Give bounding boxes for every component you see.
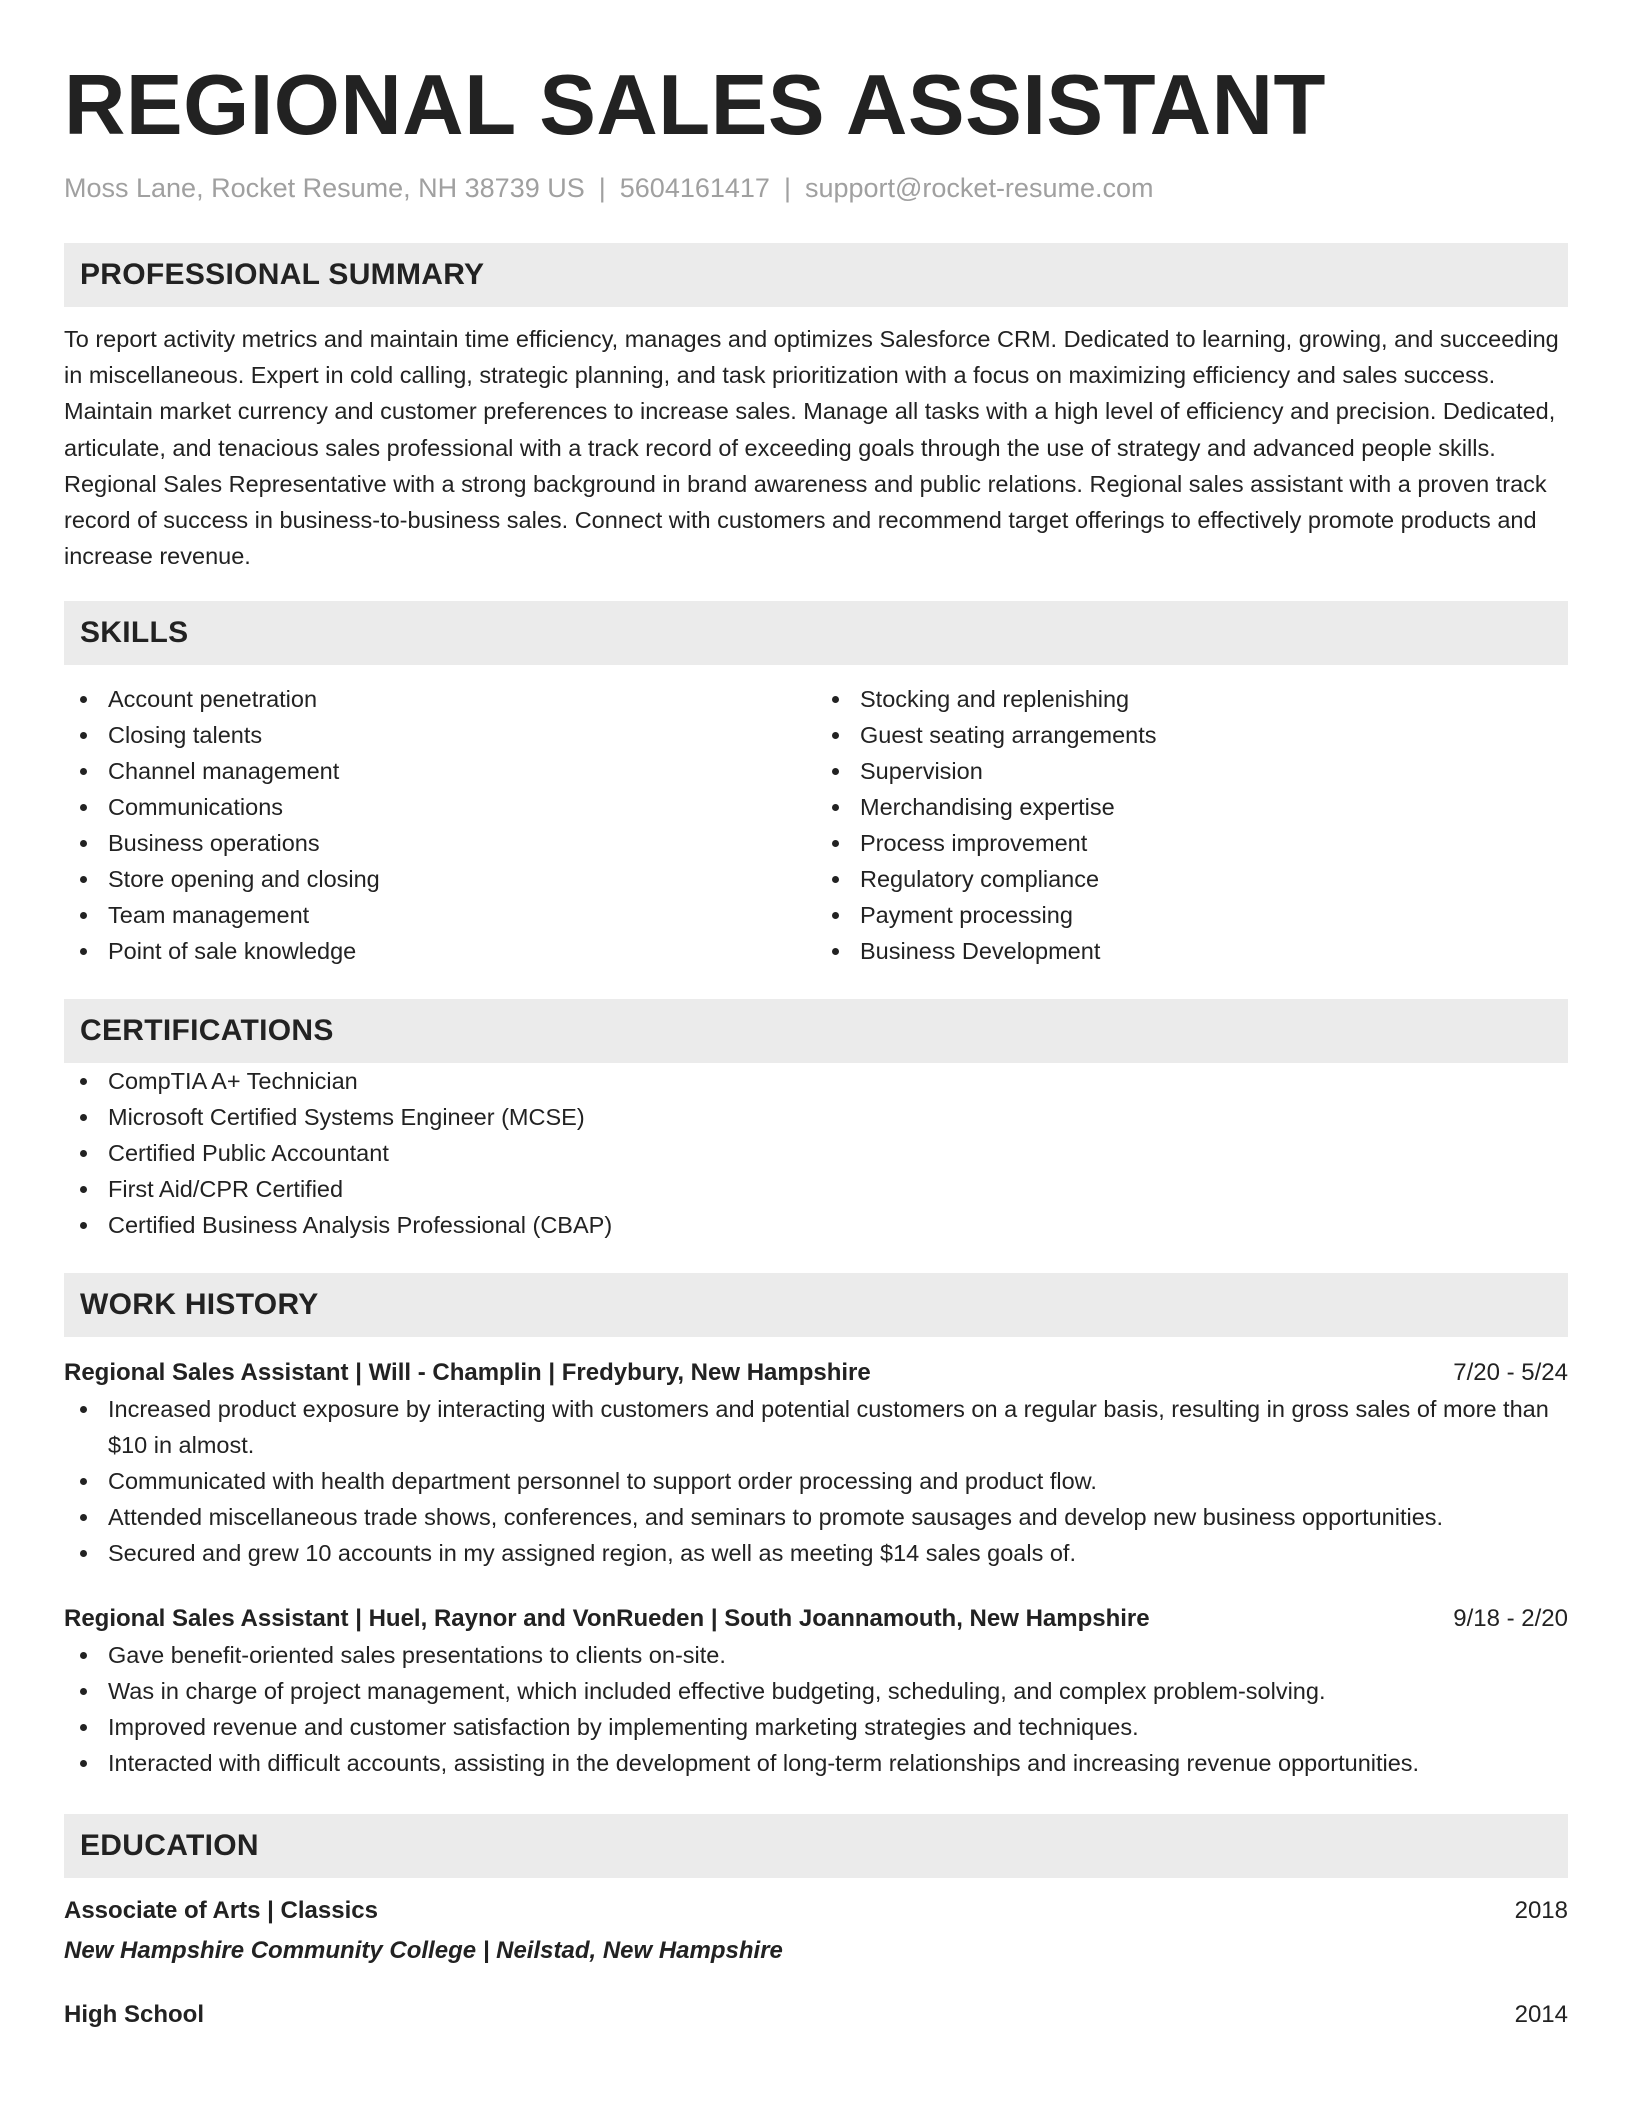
resume-title: REGIONAL SALES ASSISTANT xyxy=(64,58,1326,153)
certification-item: CompTIA A+ Technician xyxy=(64,1063,1568,1099)
contact-separator: | xyxy=(783,173,791,203)
job-dates: 9/18 - 2/20 xyxy=(1453,1605,1568,1633)
education-degree: High School xyxy=(64,2001,204,2029)
skill-item: Business Development xyxy=(816,933,1568,969)
summary-heading: PROFESSIONAL SUMMARY xyxy=(64,243,1568,307)
skill-item: Channel management xyxy=(64,753,816,789)
job-bullets xyxy=(64,1391,1568,1571)
skill-item: Payment processing xyxy=(816,897,1568,933)
job-title: Regional Sales Assistant | Will - Champlin | Fredybury, New Hampshire xyxy=(64,1359,871,1387)
skills-section xyxy=(64,601,1568,969)
certification-item: First Aid/CPR Certified xyxy=(64,1171,1568,1207)
certifications-list xyxy=(64,1063,1568,1243)
job-title: Regional Sales Assistant | Huel, Raynor and VonRueden | South Joannamouth, New Hampshire xyxy=(64,1605,1150,1633)
job-entry xyxy=(64,1355,1568,1571)
contact-line xyxy=(64,170,1568,206)
skill-item: Closing talents xyxy=(64,717,816,753)
skill-item: Merchandising expertise xyxy=(816,789,1568,825)
certification-item: Certified Public Accountant xyxy=(64,1135,1568,1171)
education-header xyxy=(64,1997,1568,2033)
skill-item: Store opening and closing xyxy=(64,861,816,897)
certifications-heading: CERTIFICATIONS xyxy=(64,999,1568,1063)
contact-address: Moss Lane, Rocket Resume, NH 38739 US xyxy=(64,173,585,203)
summary-section xyxy=(64,243,1568,574)
skill-item: Guest seating arrangements xyxy=(816,717,1568,753)
skills-right-column xyxy=(816,681,1568,969)
job-bullet: Attended miscellaneous trade shows, conferences, and seminars to promote sausages and develop new business opportunities. xyxy=(64,1499,1568,1535)
skill-item: Team management xyxy=(64,897,816,933)
education-year: 2018 xyxy=(1514,1897,1568,1925)
education-school: New Hampshire Community College | Neilstad, New Hampshire xyxy=(64,1937,783,1965)
skill-item: Regulatory compliance xyxy=(816,861,1568,897)
job-dates: 7/20 - 5/24 xyxy=(1453,1359,1568,1387)
education-year: 2014 xyxy=(1514,2001,1568,2029)
job-header xyxy=(64,1601,1568,1637)
work-history-heading: WORK HISTORY xyxy=(64,1273,1568,1337)
job-entry xyxy=(64,1601,1568,1781)
certifications-section xyxy=(64,999,1568,1243)
summary-text: To report activity metrics and maintain time efficiency, manages and optimizes Salesforce CRM. Dedicated to learning, growing, and succeeding in miscellaneous. Expert in cold calling, strategic planning, and task prioritization with a focus on maximizing efficiency and sales success. Maintain market currency and customer preferences to increase sales. Manage all tasks with a high level of efficiency and precision. Dedicated, articulate, and tenacious sales professional with a track record of exceeding goals through the use of strategy and advanced people skills. Regional Sales Representative with a strong background in brand awareness and public relations. Regional sales assistant with a proven track record of success in business-to-business sales. Connect with customers and recommend target offerings to effectively promote products and increase revenue. xyxy=(64,326,1559,570)
contact-email[interactable]: support@rocket-resume.com xyxy=(804,173,1154,203)
job-header xyxy=(64,1355,1568,1391)
skills-left-column xyxy=(64,681,816,969)
contact-separator: | xyxy=(598,173,606,203)
job-bullet: Interacted with difficult accounts, assisting in the development of long-term relationships and increasing revenue opportunities. xyxy=(64,1745,1568,1781)
job-bullet: Secured and grew 10 accounts in my assigned region, as well as meeting $14 sales goals of. xyxy=(64,1535,1568,1571)
education-entry xyxy=(64,1893,1568,1969)
skill-item: Communications xyxy=(64,789,816,825)
education-heading: EDUCATION xyxy=(64,1814,1568,1878)
skill-item: Stocking and replenishing xyxy=(816,681,1568,717)
skill-item: Account penetration xyxy=(64,681,816,717)
work-history-section xyxy=(64,1273,1568,1781)
education-section xyxy=(64,1814,1568,2033)
job-bullet: Increased product exposure by interacting with customers and potential customers on a regular basis, resulting in gross sales of more than $10 in almost. xyxy=(64,1391,1568,1463)
job-bullet: Was in charge of project management, which included effective budgeting, scheduling, and complex problem-solving. xyxy=(64,1673,1568,1709)
job-bullet: Communicated with health department personnel to support order processing and product flow. xyxy=(64,1463,1568,1499)
certification-item: Microsoft Certified Systems Engineer (MCSE) xyxy=(64,1099,1568,1135)
education-entry xyxy=(64,1997,1568,2033)
skill-item: Process improvement xyxy=(816,825,1568,861)
skill-item: Supervision xyxy=(816,753,1568,789)
education-degree: Associate of Arts | Classics xyxy=(64,1897,378,1925)
certification-item: Certified Business Analysis Professional (CBAP) xyxy=(64,1207,1568,1243)
skill-item: Business operations xyxy=(64,825,816,861)
education-header xyxy=(64,1893,1568,1929)
job-bullet: Improved revenue and customer satisfaction by implementing marketing strategies and techniques. xyxy=(64,1709,1568,1745)
job-bullets xyxy=(64,1637,1568,1781)
contact-phone: 5604161417 xyxy=(619,173,770,203)
skills-heading: SKILLS xyxy=(64,601,1568,665)
job-bullet: Gave benefit-oriented sales presentations to clients on-site. xyxy=(64,1637,1568,1673)
skill-item: Point of sale knowledge xyxy=(64,933,816,969)
skills-grid xyxy=(64,681,1568,969)
